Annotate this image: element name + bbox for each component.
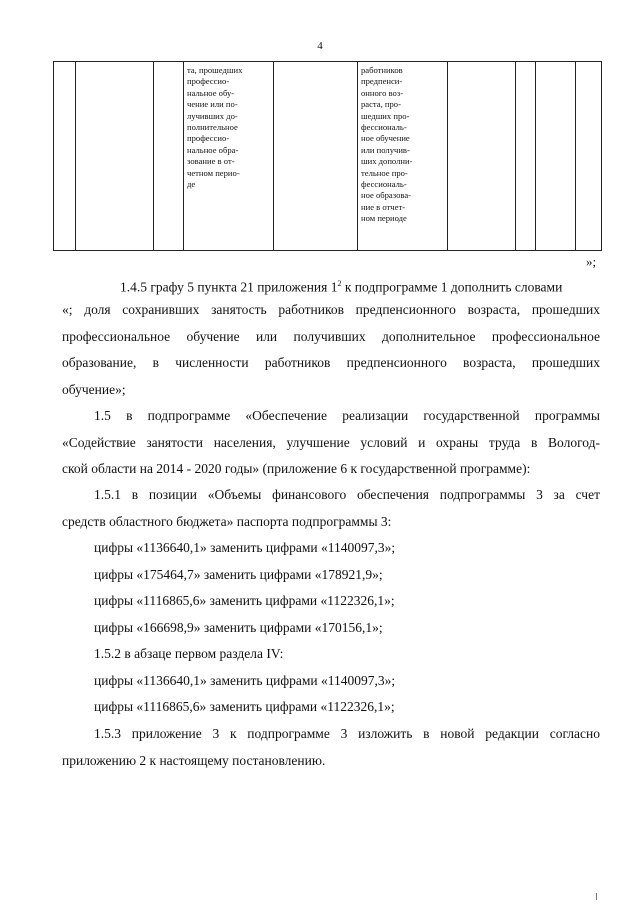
paragraph-1-5: 1.5 в подпрограмме «Обеспечение реализации государственной программы «Содействие занятости населения, улучшение условий и охраны труда в Вологод- ской области на 2014 - 2020 годы» (приложение 6 к государственной программе):: [62, 408, 600, 476]
table-cell-indicator-formula: работников предпенси- онного воз- раста, про- шедших про- фессиональ- ное обучение или получив- ших дополни- тельное про- фессиональ- ное образова- ние в отчет- ном периоде: [358, 62, 448, 251]
scan-edge-mark: [596, 893, 597, 900]
paragraph-1-4-5-body: «; доля сохранивших занятость работников предпенсионного возраста, прошедших профессиональное обучение или получивших дополнительное профессиональное образование, в численности работников предпенсионного возраста, прошедших обучение»;: [62, 302, 600, 397]
paragraph-1-4-5: 1.4.5 графу 5 пункта 21 приложения $1^2$ к подпрограмме 1 дополнить словами: [120, 279, 563, 295]
paragraph-1-5-2: 1.5.2 в абзаце первом раздела IV: цифры «1136640,1» заменить цифрами «1140097,3»; цифры «1116865,6» заменить цифрами «1122326,1»;: [94, 641, 600, 721]
table-cell-indicator-description: та, прошедших профессио- нальное обу- чение или по- лучивших до- полнительное профессио- нальное обра- зование в от- четном перио- де: [184, 62, 274, 251]
paragraph-1-5-3: 1.5.3 приложение 3 к подпрограмме 3 изложить в новой редакции согласно приложению 2 к настоящему постановлению.: [62, 726, 600, 768]
table-cell: [516, 62, 536, 251]
paragraph-1-5-1-items: [94, 535, 600, 641]
table-cell: [448, 62, 516, 251]
list-item: цифры «1136640,1» заменить цифрами «1140097,3»;: [94, 540, 396, 555]
table-cell: [154, 62, 184, 251]
table-cell: [576, 62, 602, 251]
table-closing-quote: »;: [586, 254, 597, 269]
table-cell: [76, 62, 154, 251]
list-item: цифры «1116865,6» заменить цифрами «1122326,1»;: [94, 699, 395, 714]
table-cell: [274, 62, 358, 251]
table-cell: [54, 62, 76, 251]
list-item: цифры «1136640,1» заменить цифрами «1140097,3»;: [94, 672, 396, 688]
paragraph-1-5-1: 1.5.1 в позиции «Объемы финансового обеспечения подпрограммы 3 за счет средств областного бюджета» паспорта подпрограммы 3:: [62, 487, 600, 529]
page-number: 4: [317, 40, 323, 52]
list-item: цифры «166698,9» заменить цифрами «170156,1»;: [94, 619, 383, 635]
list-item: цифры «1116865,6» заменить цифрами «1122326,1»;: [94, 593, 395, 608]
continued-table: [53, 61, 602, 251]
table-row: [54, 62, 602, 251]
list-item: цифры «175464,7» заменить цифрами «178921,9»;: [94, 566, 383, 582]
table-cell: [536, 62, 576, 251]
